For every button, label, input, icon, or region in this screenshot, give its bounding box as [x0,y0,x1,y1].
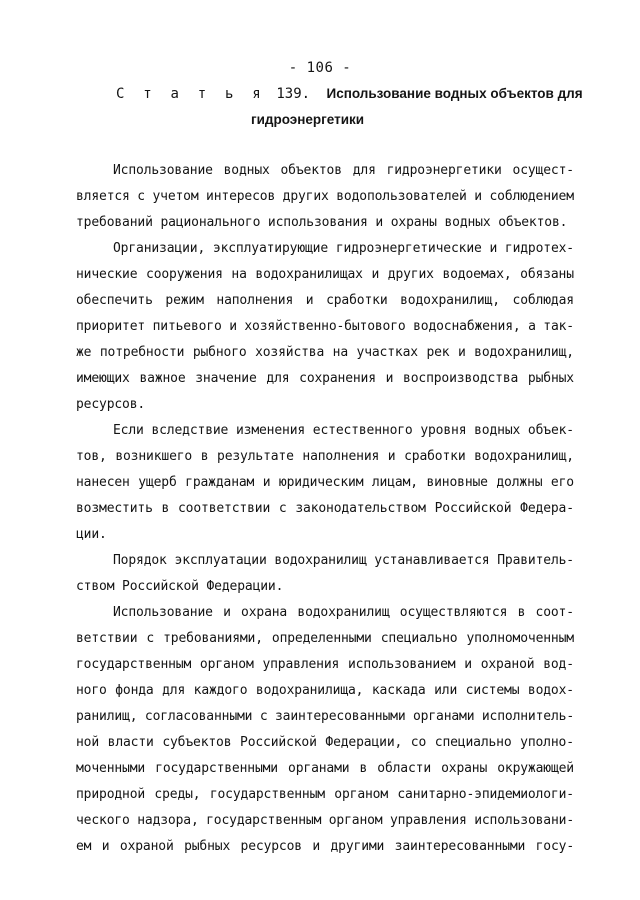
word: виновные [426,475,488,490]
word: ем [76,839,92,854]
word: же [76,345,92,360]
word: ущерб [138,475,177,490]
text-line [113,418,574,444]
text-line [76,756,574,782]
word: специально [434,735,512,750]
word: обеспечить [76,293,153,308]
word: со [410,735,427,750]
word: фонда [115,683,154,698]
word: и [385,371,394,386]
text-line [76,470,574,496]
text-line [76,366,574,392]
word: в [161,501,170,516]
text-line [76,184,574,210]
word: государственным [209,787,325,802]
word: рек [426,345,450,360]
word: Российской [434,501,512,516]
word: соответствии [178,501,271,516]
word: санитарно-эпидемиологи- [397,787,574,802]
word: Российской [240,735,317,750]
word: охраной [119,839,174,854]
word: надзора, [137,813,199,828]
word: водных [474,423,521,438]
word: вод- [543,657,574,672]
word: в [359,761,368,776]
article-number: 139. [276,86,311,102]
word: наполнения [302,449,380,464]
word: водохранилища, [255,683,364,698]
word: вляется [76,189,130,204]
word: государственным [206,813,322,828]
word: и [312,839,321,854]
word: ной [76,735,100,750]
word: соблюдением [489,189,574,204]
word: водохранилищ, [474,345,574,360]
word: исполнитель- [481,709,574,724]
text-line: требований рационального использования и охраны водных объектов. [76,215,568,230]
word: эксплуатации [174,553,267,568]
word: возместить [76,501,153,516]
word: и [371,267,380,282]
word: заинтересованными [394,839,526,854]
article-label: С т а т ь я [116,86,266,102]
word: Использование [113,605,213,620]
text-line [76,496,574,522]
word: субъектов [162,735,232,750]
word: требованиями, [163,631,263,646]
text-line [76,652,574,678]
word: с [137,189,145,204]
word: сохранения [299,371,376,386]
word: Правитель- [497,553,574,568]
text-line [113,548,574,574]
text-line [113,600,574,626]
word: ческого [76,813,130,828]
word: ного [76,683,107,698]
word: заинтересованными [275,709,406,724]
word: и [464,657,472,672]
word: ранилищ, [76,709,138,724]
word: для [352,163,376,178]
word: и [101,839,110,854]
word: природной [76,787,146,802]
word: водох- [527,683,574,698]
word: Если [113,423,144,438]
word: его [550,475,574,490]
word: гидротех- [504,241,574,256]
word: результате [217,449,294,464]
word: для [162,683,186,698]
word: сооружения [146,267,223,282]
article-heading-line-2 [251,112,364,128]
word: Федерации, [325,735,403,750]
word: с [259,709,268,724]
word: в [200,449,209,464]
word: водопользователей [336,189,467,204]
article-heading-line-1 [116,86,583,102]
word: или [434,683,458,698]
word: органами [288,761,350,776]
word: а [528,319,536,334]
word: важное [139,371,186,386]
word: должны [496,475,543,490]
text-line [113,158,574,184]
text-line [76,288,574,314]
word: среды, [154,787,201,802]
word: сработки [326,293,388,308]
text-line [76,626,574,652]
word: использованием [347,657,456,672]
word: объектов [280,163,342,178]
word: устанавливается [374,553,490,568]
text-line [76,444,574,470]
word: области [377,761,432,776]
word: возникшего [115,449,193,464]
word: режим [165,293,204,308]
text-line [76,808,574,834]
word: Использование [113,163,213,178]
text-line [76,730,574,756]
word: вследствие [151,423,229,438]
text-line [76,704,574,730]
word: Порядок [113,553,167,568]
word: приоритет [76,319,146,334]
word: в [517,605,526,620]
article-title-line-1: Использование водных объектов для [326,86,583,101]
text-line [76,678,574,704]
word: и [305,293,314,308]
word: охрана [241,605,288,620]
word: органом [328,813,383,828]
word: наполнения [216,293,294,308]
word: и [262,475,271,490]
word: и [489,241,498,256]
word: Организации, [113,241,206,256]
word: уполно- [520,735,574,750]
text-line [76,340,574,366]
word: других [282,189,329,204]
word: хозяйственно-бытового [244,319,406,334]
word: гидроэнергетические [335,241,482,256]
word: лицам, [371,475,418,490]
word: водных [223,163,270,178]
word: власти [107,735,154,750]
word: других [387,267,434,282]
word: рыбных [184,839,231,854]
word: объек- [527,423,574,438]
word: охраной [480,657,535,672]
text-line: ством Российской Федерации. [76,579,284,594]
word: уровня [420,423,467,438]
text-line: ресурсов. [76,397,146,412]
word: с [278,501,287,516]
word: хозяйства [255,345,325,360]
word: ресурсов [240,839,302,854]
text-line: ции. [76,527,107,542]
word: осущест- [512,163,574,178]
word: обязаны [520,267,574,282]
word: органом [334,787,389,802]
word: рыбного [192,345,247,360]
word: участках [356,345,418,360]
word: водоемах, [442,267,512,282]
word: и [387,449,396,464]
word: госу- [535,839,574,854]
word: с [146,631,155,646]
word: водохранилищах [255,267,363,282]
word: каскада [371,683,426,698]
word: специально [380,631,458,646]
word: водохранилищ, [400,293,500,308]
word: воспроизводства [403,371,519,386]
word: окружающей [497,761,574,776]
word: на [332,345,349,360]
word: управления [262,657,340,672]
word: для [266,371,290,386]
article-title-line-2: гидроэнергетики [251,112,365,127]
word: государственными [155,761,278,776]
word: и [229,319,237,334]
word: интересов [206,189,276,204]
word: водохранилищ [297,605,390,620]
word: юридическим [278,475,364,490]
word: определенными [271,631,372,646]
word: питьевого [152,319,222,334]
word: учетом [152,189,199,204]
text-line [76,834,574,860]
text-line [76,782,574,808]
word: каждого [193,683,248,698]
word: моченными [76,761,146,776]
word: соот- [535,605,574,620]
word: ветствии [76,631,138,646]
word: органами [412,709,475,724]
word: уполномоченным [466,631,574,646]
word: тов, [76,449,107,464]
word: нические [76,267,138,282]
word: значение [195,371,257,386]
word: потребности [99,345,185,360]
word: изменения [235,423,306,438]
word: и [474,189,482,204]
word: водохранилищ, [474,449,574,464]
word: рыбных [527,371,574,386]
word: и [457,345,466,360]
word: осуществляются [399,605,508,620]
word: и [223,605,231,620]
page-number: - 106 - [288,60,352,76]
word: гидроэнергетики [386,163,502,178]
word: государственным [76,657,192,672]
word: органом [199,657,254,672]
word: нанесен [76,475,130,490]
text-line [76,314,574,340]
word: Федера- [520,501,574,516]
word: водоснабжения, [413,319,521,334]
text-line [76,262,574,288]
word: на [231,267,247,282]
word: управления [389,813,467,828]
word: гражданам [185,475,255,490]
word: законодательством [295,501,426,516]
word: согласованными [144,709,253,724]
word: водохранилищ [274,553,367,568]
text-line [113,236,574,262]
word: имеющих [76,371,130,386]
word: естественного [312,423,413,438]
word: охраны [441,761,488,776]
word: другими [330,839,385,854]
word: использовани- [474,813,574,828]
word: эксплуатирующие [212,241,329,256]
word: системы [465,683,520,698]
word: так- [543,319,574,334]
word: соблюдая [512,293,574,308]
word: сработки [404,449,466,464]
